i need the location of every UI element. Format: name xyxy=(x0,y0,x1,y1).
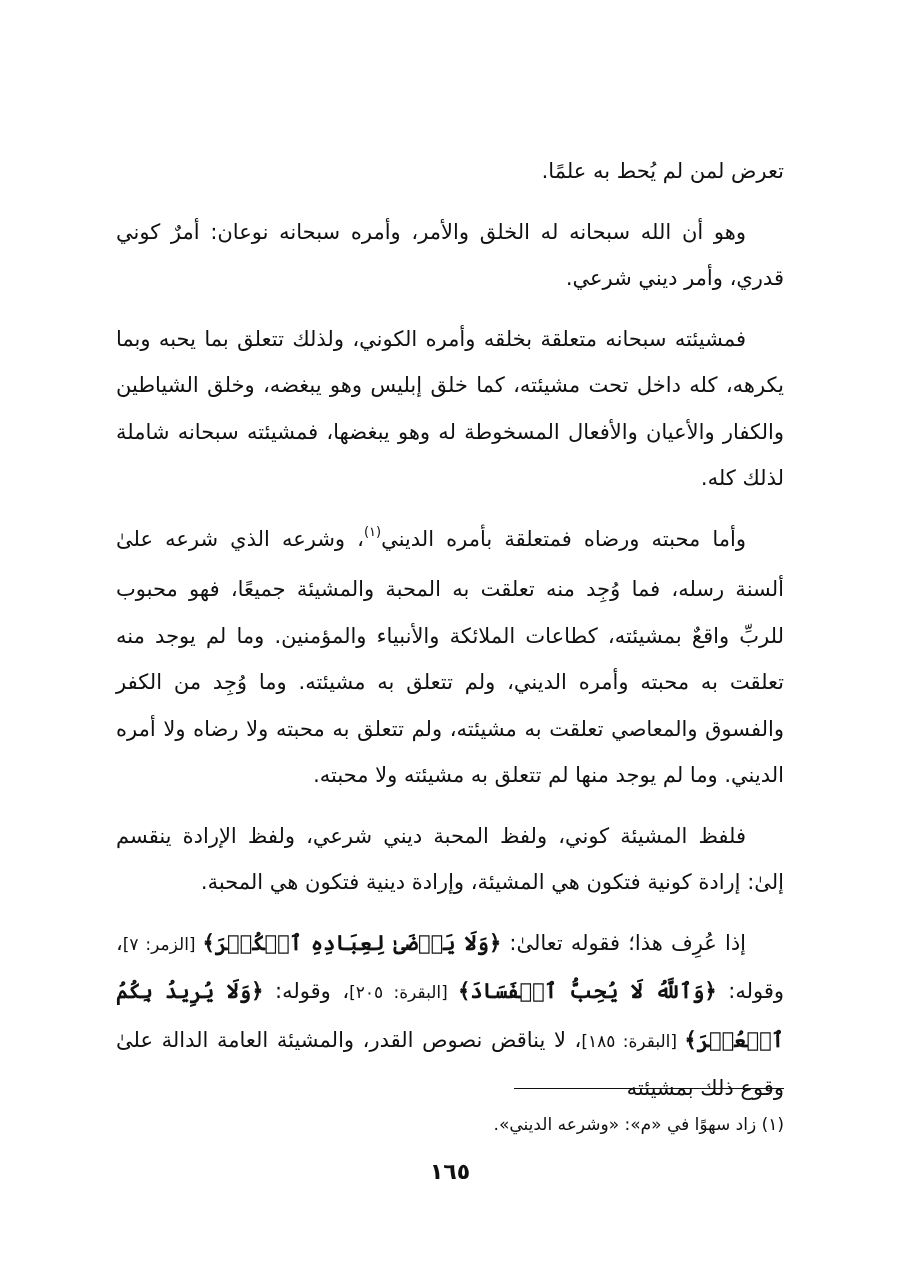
paragraph-6-link-2: ، وقوله: xyxy=(263,979,350,1003)
footnote-text: زاد سهوًا في «م»: «وشرعه الديني». xyxy=(493,1115,757,1135)
page-number: ١٦٥ xyxy=(429,1160,471,1185)
paragraph-6-intro: إذا عُرِف هذا؛ فقوله تعالىٰ: xyxy=(501,930,747,955)
paragraph-3: فمشيئته سبحانه متعلقة بخلقه وأمره الكوني، ولذلك تتعلق بما يحبه وبما يكرهه، كله داخل تحت مشيئته، كما خلق إبليس وهو يبغضه، وخلق الشياطين والكفار والأعيان والأفعال المسخوطة له وهو يبغضها، فمشيئته سبحانه شاملة لذلك كله. xyxy=(116,326,784,490)
footnote-marker[interactable]: (١) xyxy=(363,524,382,540)
quran-verse-2: ﴿وَٱللَّهُ لَا يُحِبُّ ٱلۡفَسَادَ﴾ xyxy=(458,978,717,1003)
verse-citation-2: [البقرة: ٢٠٥] xyxy=(349,983,459,1003)
main-text xyxy=(116,148,784,1126)
paragraph-6-link-1: ، وقوله: xyxy=(116,930,785,1003)
footnote xyxy=(116,1110,784,1140)
footnote-divider xyxy=(514,1088,784,1089)
footnote-number: (١) xyxy=(761,1115,784,1135)
quran-verse-1: ﴿وَلَا يَرۡضَىٰ لِعِبَادِهِ ٱلۡكُفۡرَ﴾ xyxy=(202,929,502,955)
paragraph-4 xyxy=(116,516,784,799)
paragraph-2: وهو أن الله سبحانه له الخلق والأمر، وأمره سبحانه نوعان: أمرٌ كوني قدري، وأمر ديني شرعي. xyxy=(116,219,784,290)
paragraph-6-tail: ، لا يناقض نصوص القدر، والمشيئة العامة الدالة علىٰ وقوع ذلك بمشيئته xyxy=(116,1027,784,1100)
quran-verse-3: ﴿وَلَا يُرِيدُ بِكُمُ ٱلۡعُسۡرَ﴾ xyxy=(116,978,784,1052)
paragraph-4-rest: ، وشرعه الذي شرعه علىٰ ألسنة رسله، فما وُجِد منه تعلقت به المحبة والمشيئة جميعًا، فهو محبوب للربِّ واقعٌ بمشيئته، كطاعات الملائكة والأنبياء والمؤمنين. وما لم يوجد منه تعلقت به محبته وأمره الديني، ولم تتعلق به مشيئته. وما وُجِد من الكفر والفسوق والمعاصي تعلقت به مشيئته، ولم تتعلق به محبته ولا رضاه ولا أمره الديني. وما لم يوجد منها لم تتعلق به مشيئته ولا محبته. xyxy=(116,526,784,787)
verse-citation-1: [الزمر: ٧] xyxy=(122,934,203,955)
paragraph-1: تعرض لمن لم يُحط به علمًا. xyxy=(541,159,784,183)
paragraph-4-start: وأما محبته ورضاه فمتعلقة بأمره الديني xyxy=(381,526,746,551)
paragraph-5: فلفظ المشيئة كوني، ولفظ المحبة ديني شرعي، ولفظ الإرادة ينقسم إلىٰ: إرادة كونية فتكون هي المشيئة، وإرادة دينية فتكون هي المحبة. xyxy=(116,823,784,894)
paragraph-6 xyxy=(116,920,784,1112)
verse-citation-3: [البقرة: ١٨٥] xyxy=(581,1031,685,1052)
